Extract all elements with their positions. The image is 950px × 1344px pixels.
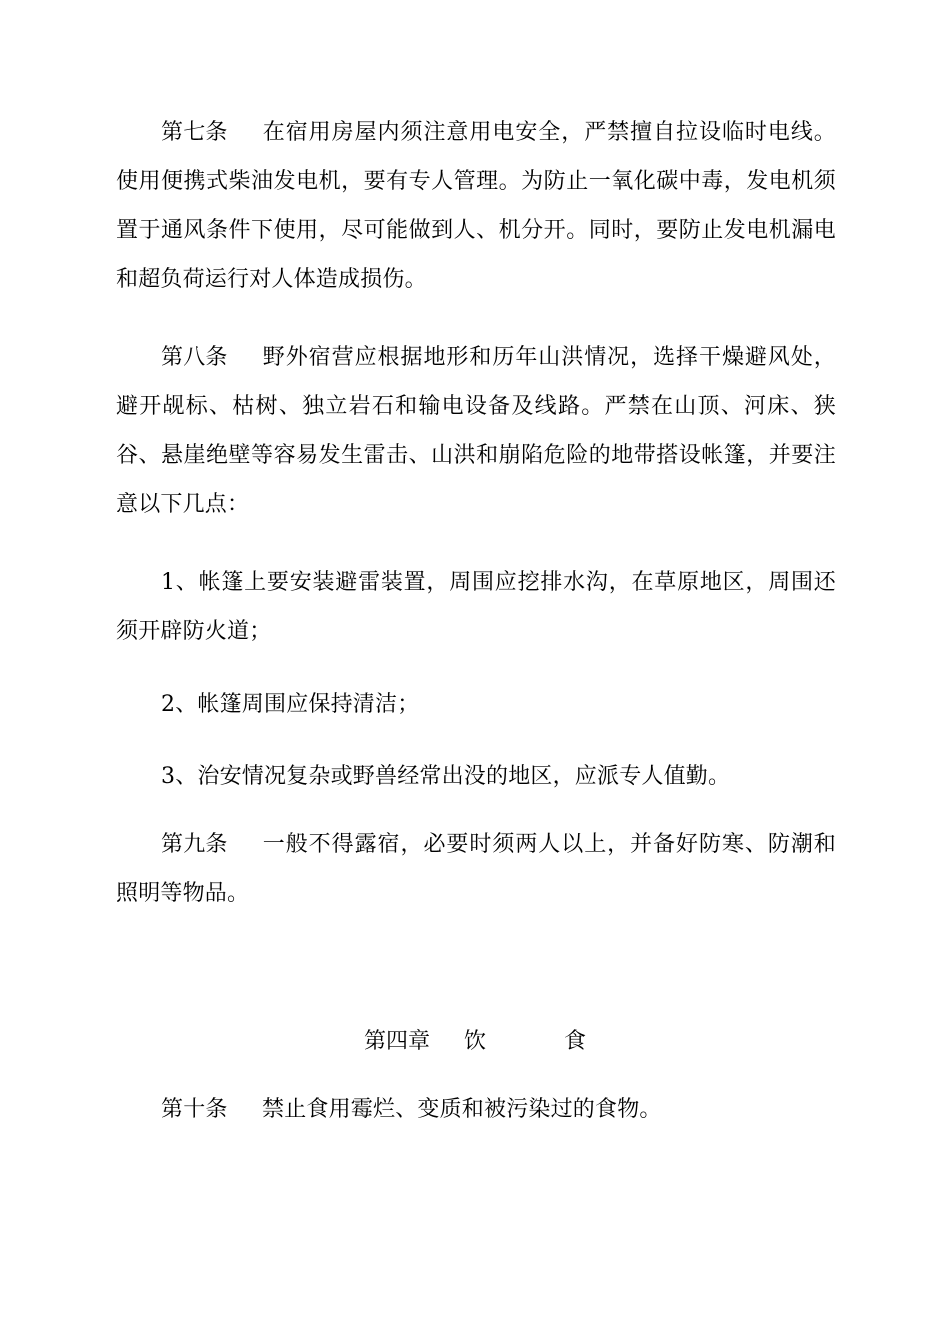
list-item-3-number: 3 [161,764,176,789]
list-item-1 [116,558,836,656]
article-7-text: 在宿用房屋内须注意用电安全，严禁擅自拉设临时电线。使用便携式柴油发电机，要有专人管理。为防止一氧化碳中毒，发电机须置于通风条件下使用，尽可能做到人、机分开。同时，要防止发电机漏电和超负荷运行对人体造成损伤。 [116,120,836,292]
chapter-heading [364,1022,586,1062]
article-9-label: 第九条 [161,832,228,857]
article-10 [116,1085,836,1134]
article-8-label: 第八条 [161,345,228,370]
article-9-text: 一般不得露宿，必要时须两人以上，并备好防寒、防潮和照明等物品。 [116,832,836,906]
article-7 [116,108,836,304]
chapter-title-part1: 饮 [464,1029,487,1054]
list-item-2 [116,680,836,729]
list-item-1-number: 1 [161,570,176,595]
chapter-title-part2: 食 [564,1029,587,1054]
chapter-number: 第四章 [364,1029,431,1054]
list-item-3 [116,752,836,801]
article-8 [116,333,836,529]
article-9 [116,820,836,918]
list-item-1-text: 、帐篷上要安装避雷装置，周围应挖排水沟，在草原地区，周围还须开辟防火道； [116,570,836,644]
article-10-label: 第十条 [161,1097,228,1122]
article-8-text: 野外宿营应根据地形和历年山洪情况，选择干燥避风处，避开觇标、枯树、独立岩石和输电设备及线路。严禁在山顶、河床、狭谷、悬崖绝壁等容易发生雷击、山洪和崩陷危险的地带搭设帐篷，并要注意以下几点： [116,345,836,517]
list-item-3-text: 、治安情况复杂或野兽经常出没的地区，应派专人值勤。 [175,764,731,789]
list-item-2-text: 、帐篷周围应保持清洁； [175,692,420,717]
list-item-2-number: 2 [161,692,176,717]
article-10-text: 禁止食用霉烂、变质和被污染过的食物。 [262,1097,662,1122]
article-7-label: 第七条 [161,120,228,145]
